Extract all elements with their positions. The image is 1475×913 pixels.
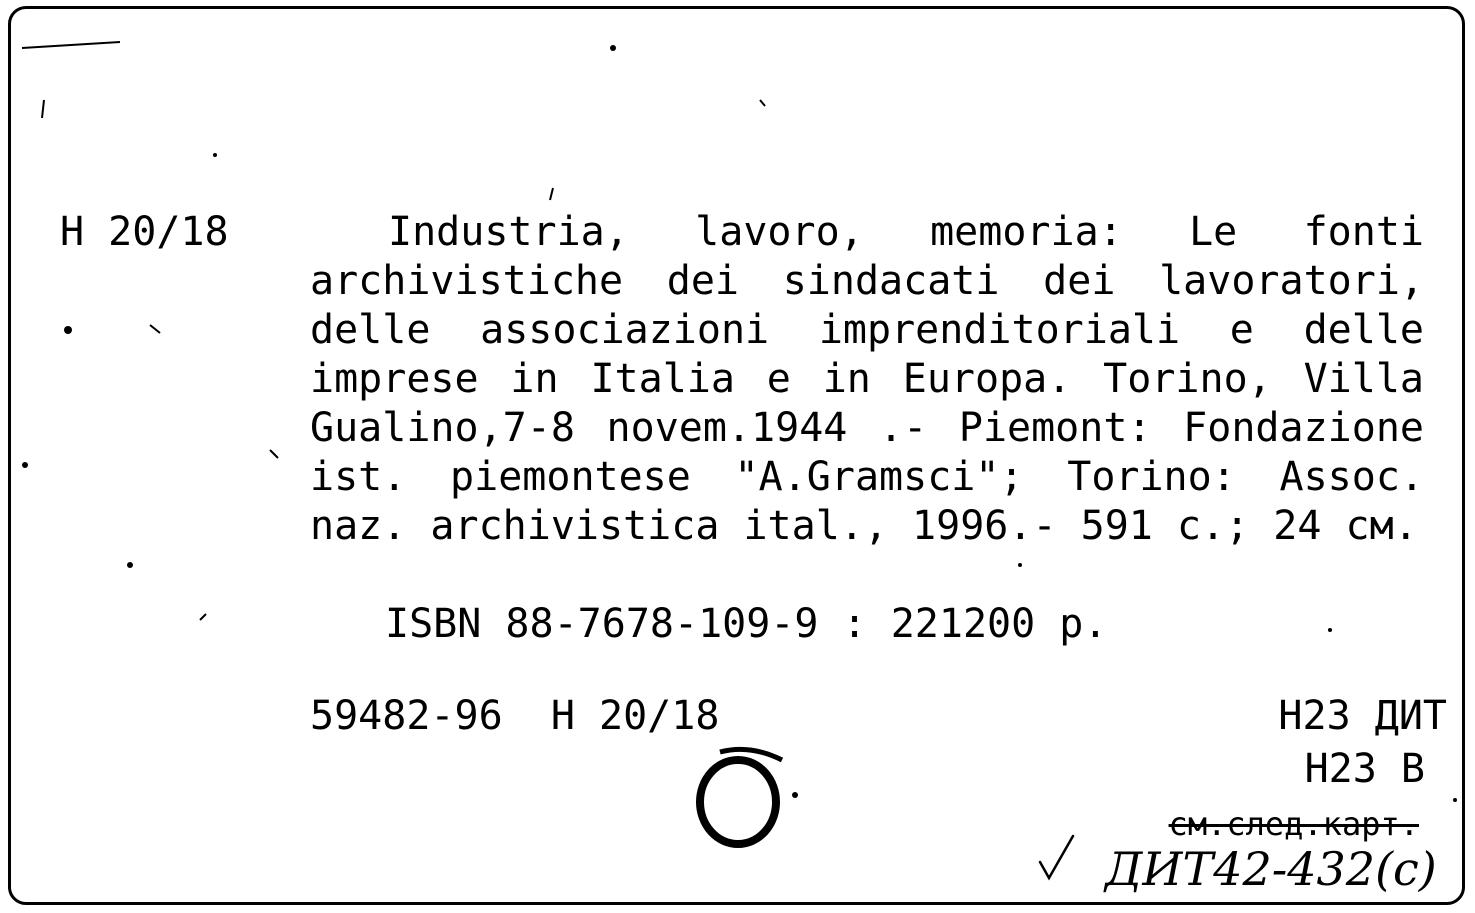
shelf-mark: H 20/18 (60, 209, 229, 255)
punch-hole (690, 740, 790, 850)
inventory-number: 59482-96 H 20/18 (310, 693, 720, 739)
isbn-line: ISBN 88-7678-109-9 : 221200 р. (385, 601, 1108, 647)
bibliographic-entry (310, 208, 1424, 551)
classification-code: H23 В (1304, 746, 1425, 792)
struck-out-note: см.след.карт. (1168, 805, 1419, 843)
handwritten-note (1035, 830, 1455, 900)
entry-text: Industria, lavoro, memoria: Le fonti archivistiche dei sindacati dei lavoratori, delle associazioni imprenditoriali e delle imprese in Italia e in Europa. Torino, Villa Gualino,7-8 novem.1944 .- Piemont: Fondazione ist. piemontese "A.Gramsci"; Torino: Assoc. naz. archivistica ital., 1996.- 591 c.; 24 см. (310, 209, 1424, 549)
classification-code: H23 ДИТ (1278, 693, 1447, 739)
handwritten-text: ДИТ42-432(с) (1105, 842, 1437, 896)
